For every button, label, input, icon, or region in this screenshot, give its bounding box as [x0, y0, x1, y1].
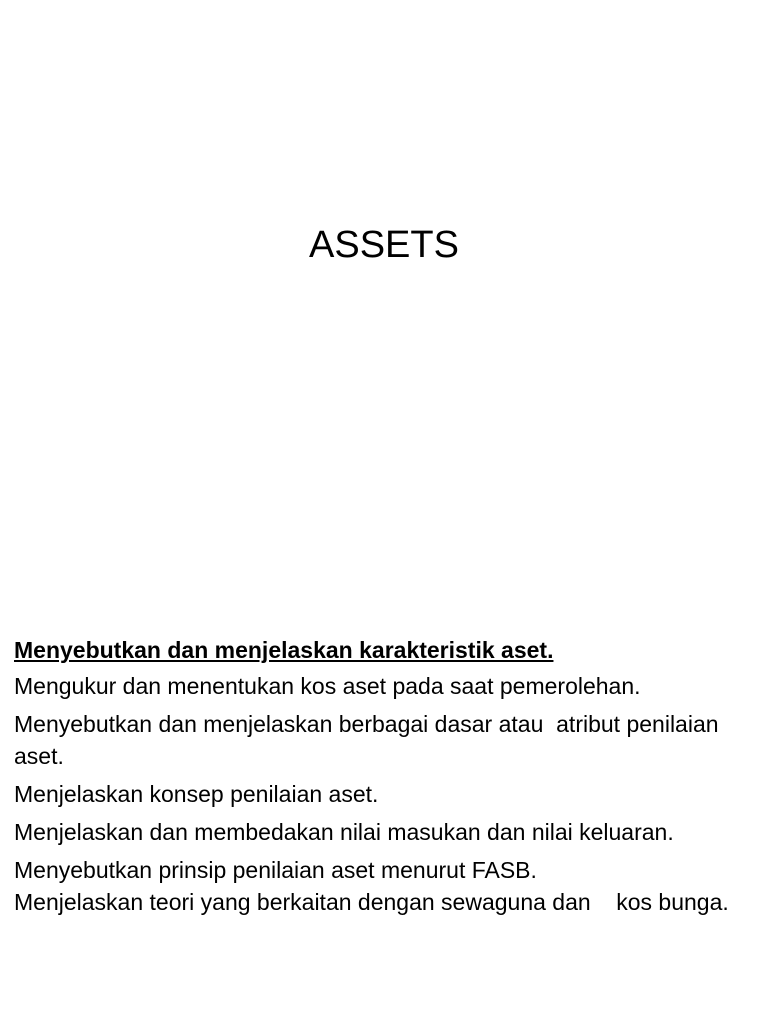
objectives-heading: Menyebutkan dan menjelaskan karakteristik aset.: [14, 637, 554, 663]
objective-item: Menjelaskan teori yang berkaitan dengan sewaguna dan kos bunga.: [14, 889, 729, 915]
objective-item: Menjelaskan konsep penilaian aset.: [14, 781, 379, 807]
objective-item: Menyebutkan dan menjelaskan berbagai dasar atau atribut penilaian aset.: [14, 711, 725, 769]
slide-title: ASSETS: [309, 224, 459, 266]
objective-item: Menjelaskan dan membedakan nilai masukan dan nilai keluaran.: [14, 819, 674, 845]
objective-item: Mengukur dan menentukan kos aset pada saat pemerolehan.: [14, 673, 641, 699]
slide-content: [14, 634, 744, 924]
objective-item: Menyebutkan prinsip penilaian aset menurut FASB.: [14, 857, 537, 883]
